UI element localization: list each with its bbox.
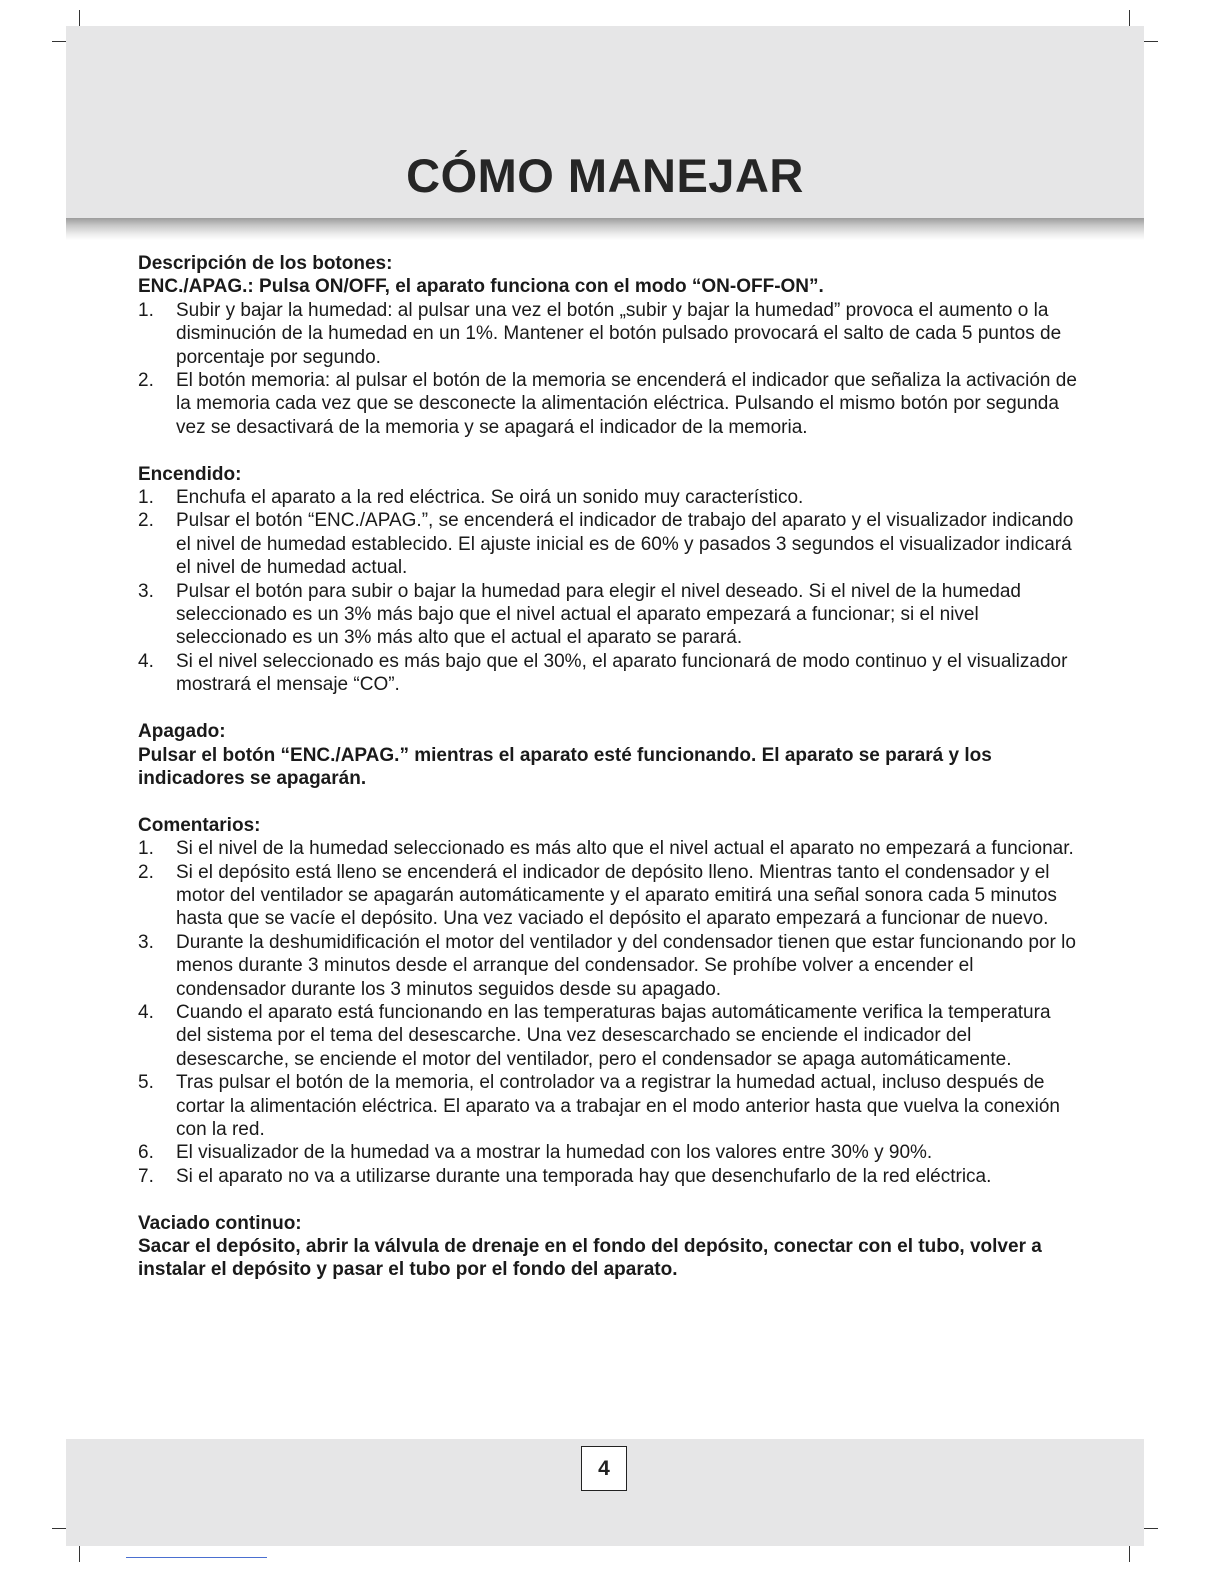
section-continuous-drain	[138, 1212, 1078, 1282]
list-item	[138, 1141, 1078, 1164]
list-text: Subir y bajar la humedad: al pulsar una vez el botón „subir y bajar la humedad” provoca el aumento o la disminución de la humedad en un 1%. Mantener el botón pulsado provocará el salto de cada 5 puntos de porcentaje por segundo.	[176, 299, 1062, 368]
list-item	[138, 1001, 1078, 1071]
list-number: 1.	[138, 487, 154, 509]
list-text: El botón memoria: al pulsar el botón de la memoria se encenderá el indicador que señaliza la activación de la memoria cada vez que se desconecte la alimentación eléctrica. Pulsando el mismo botón por segunda vez se desactivará de la memoria y se apagará el indicador de la memoria.	[176, 370, 1077, 438]
list-number: 2.	[138, 861, 154, 883]
section-heading: Vaciado continuo:	[138, 1212, 302, 1234]
section-intro: ENC./APAG.: Pulsa ON/OFF, el aparato funciona con el modo “ON-OFF-ON”.	[138, 276, 824, 298]
section-intro: Sacar el depósito, abrir la válvula de drenaje en el fondo del depósito, conectar con el tubo, volver a instalar el depósito y pasar el tubo por el fondo del aparato.	[138, 1236, 1042, 1281]
section-power-on	[138, 463, 1078, 697]
list-text: Cuando el aparato está funcionando en las temperaturas bajas automáticamente verifica la temperatura del sistema por el tema del desescarche. Una vez desescarchado se enciende el indicador del desescarche, se enciende el motor del ventilador, pero el condensador se apaga automáticamente.	[176, 1001, 1051, 1070]
section-comments	[138, 814, 1078, 1189]
numbered-list	[138, 486, 1078, 697]
list-text: Pulsar el botón para subir o bajar la humedad para elegir el nivel deseado. Si el nivel de la humedad seleccionado es un 3% más bajo que el nivel actual el aparato empezará a funcionar; si el nivel seleccionado es un 3% más alto que el actual el aparato se parará.	[176, 580, 1021, 649]
page-content	[138, 252, 1078, 1282]
list-item	[138, 486, 1078, 509]
list-item	[138, 861, 1078, 931]
numbered-list	[138, 299, 1078, 439]
bottom-rule	[126, 1557, 267, 1558]
section-button-description	[138, 252, 1078, 439]
list-item	[138, 369, 1078, 439]
list-number: 2.	[138, 370, 154, 392]
crop-mark-top-right-h	[1142, 41, 1158, 42]
list-number: 6.	[138, 1142, 154, 1164]
list-item	[138, 837, 1078, 860]
list-text: Enchufa el aparato a la red eléctrica. Se oirá un sonido muy característico.	[176, 487, 804, 509]
header-shadow	[66, 218, 1144, 240]
crop-mark-bottom-right	[1129, 1544, 1130, 1562]
section-power-off	[138, 720, 1078, 790]
list-number: 4.	[138, 650, 154, 672]
page-number: 4	[581, 1446, 627, 1491]
list-number: 1.	[138, 838, 154, 860]
list-number: 3.	[138, 580, 154, 602]
list-item	[138, 580, 1078, 650]
page-title: CÓMO MANEJAR	[406, 149, 804, 202]
list-item	[138, 509, 1078, 579]
section-heading: Apagado:	[138, 721, 226, 743]
list-number: 2.	[138, 510, 154, 532]
list-text: Si el depósito está lleno se encenderá el indicador de depósito lleno. Mientras tanto el condensador y el motor del ventilador se apagarán automáticamente y el aparato emitirá una señal sonora cada 5 minutos hasta que se vacíe el depósito. Una vez vaciado el depósito el aparato empezará a funcionar de nuevo.	[176, 861, 1057, 930]
section-intro: Pulsar el botón “ENC./APAG.” mientras el aparato esté funcionando. El aparato se parará y los indicadores se apagarán.	[138, 744, 992, 789]
list-number: 7.	[138, 1165, 154, 1187]
section-heading: Encendido:	[138, 463, 242, 485]
list-item	[138, 650, 1078, 697]
list-text: Pulsar el botón “ENC./APAG.”, se encenderá el indicador de trabajo del aparato y el visualizador indicando el nivel de humedad establecido. El ajuste inicial es de 60% y pasados 3 segundos el visualizador indicará el nivel de humedad actual.	[176, 510, 1074, 579]
list-item	[138, 1071, 1078, 1141]
list-text: Si el nivel seleccionado es más bajo que el 30%, el aparato funcionará de modo continuo y el visualizador mostrará el mensaje “CO”.	[176, 650, 1068, 696]
list-text: Si el aparato no va a utilizarse durante una temporada hay que desenchufarlo de la red eléctrica.	[176, 1165, 992, 1187]
section-heading: Comentarios:	[138, 814, 261, 836]
list-number: 1.	[138, 299, 154, 321]
list-number: 5.	[138, 1072, 154, 1094]
list-text: El visualizador de la humedad va a mostrar la humedad con los valores entre 30% y 90%.	[176, 1142, 933, 1164]
list-item	[138, 299, 1078, 369]
crop-mark-bottom-left	[79, 1544, 80, 1562]
section-heading: Descripción de los botones:	[138, 253, 393, 274]
list-text: Si el nivel de la humedad seleccionado es más alto que el nivel actual el aparato no empezará a funcionar.	[176, 838, 1074, 860]
list-text: Durante la deshumidificación el motor del ventilador y del condensador tienen que estar funcionando por lo menos durante 3 minutos desde el arranque del condensador. Se prohíbe volver a encender el condensador durante los 3 minutos seguidos desde su apagado.	[176, 931, 1076, 1000]
list-item	[138, 1165, 1078, 1188]
list-number: 4.	[138, 1001, 154, 1023]
list-text: Tras pulsar el botón de la memoria, el controlador va a registrar la humedad actual, incluso después de cortar la alimentación eléctrica. El aparato va a trabajar en el modo anterior hasta que vuelva la conexión con la red.	[176, 1072, 1061, 1140]
crop-mark-bottom-right-h	[1142, 1528, 1158, 1529]
numbered-list	[138, 837, 1078, 1188]
list-number: 3.	[138, 931, 154, 953]
list-item	[138, 931, 1078, 1001]
